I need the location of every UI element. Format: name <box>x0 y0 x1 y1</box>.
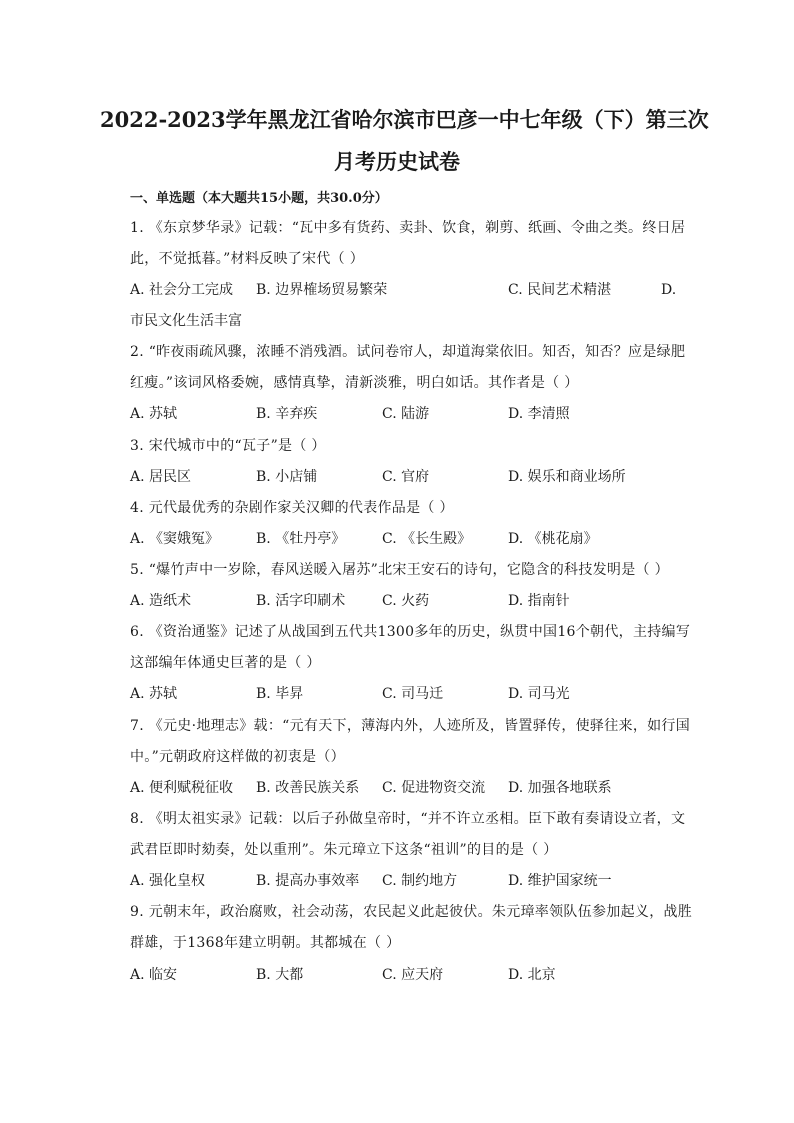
question-6-option-d[interactable]: D. 司马光 <box>508 686 570 702</box>
question-2-option-a[interactable]: A. 苏轼 <box>130 406 178 422</box>
question-2-option-c[interactable]: C. 陆游 <box>382 406 430 422</box>
question-8-option-a[interactable]: A. 强化皇权 <box>130 873 206 889</box>
question-9-option-d[interactable]: D. 北京 <box>508 967 556 983</box>
question-6-option-b[interactable]: B. 毕昇 <box>256 686 304 702</box>
question-7-line-2: 中。”元朝政府这样做的初衷是（） <box>130 749 345 765</box>
question-7-option-b[interactable]: B. 改善民族关系 <box>256 780 360 796</box>
question-3-option-c[interactable]: C. 官府 <box>382 469 430 485</box>
question-8-line-1: 8. 《明太祖实录》记载：以后子孙做皇帝时，“并不许立丞相。臣下敢有奏请设立者，文 <box>130 811 686 827</box>
question-6-line-2: 这部编年体通史巨著的是（ ） <box>130 655 321 671</box>
question-5-option-c[interactable]: C. 火药 <box>382 593 430 609</box>
question-7-line-1: 7. 《元史·地理志》载：“元有天下，薄海内外，人迹所及，皆置驿传，使驿往来，如行国 <box>130 718 691 734</box>
exam-title-line-2: 月考历史试卷 <box>334 149 460 174</box>
question-4-option-c[interactable]: C. 《长生殿》 <box>382 531 472 547</box>
question-7-option-c[interactable]: C. 促进物资交流 <box>382 780 486 796</box>
question-8-line-2: 武君臣即时劾奏，处以重刑”。朱元璋立下这条“祖训”的目的是（ ） <box>130 842 558 858</box>
question-1-option-d[interactable]: D. <box>661 282 677 298</box>
question-5-option-d[interactable]: D. 指南针 <box>508 593 570 609</box>
question-1-option-c[interactable]: C. 民间艺术精湛 <box>508 282 612 298</box>
question-1-line-1: 1. 《东京梦华录》记载：“瓦中多有货药、卖卦、饮食，剃剪、纸画、令曲之类。终日居 <box>130 220 686 236</box>
question-3-option-b[interactable]: B. 小店铺 <box>256 469 318 485</box>
question-4-option-d[interactable]: D. 《桃花扇》 <box>508 531 598 547</box>
question-7-option-d[interactable]: D. 加强各地联系 <box>508 780 612 796</box>
question-5-option-b[interactable]: B. 活字印刷术 <box>256 593 346 609</box>
exam-title-line-1: 2022-2023学年黑龙江省哈尔滨市巴彦一中七年级（下）第三次 <box>100 107 709 132</box>
section-heading: 一、单选题（本大题共15小题，共30.0分） <box>130 191 388 206</box>
question-5-line-1: 5. “爆竹声中一岁除，春风送暖入屠苏”北宋王安石的诗句，它隐含的科技发明是（ ） <box>130 562 669 578</box>
question-9-option-a[interactable]: A. 临安 <box>130 967 178 983</box>
question-7-option-a[interactable]: A. 便利赋税征收 <box>130 780 234 796</box>
question-6-line-1: 6. 《资治通鉴》记述了从战国到五代共1300多年的历史，纵贯中国16个朝代，主持编写 <box>130 624 691 640</box>
question-4-line-1: 4. 元代最优秀的杂剧作家关汉卿的代表作品是（ ） <box>130 500 454 516</box>
question-9-option-c[interactable]: C. 应天府 <box>382 967 444 983</box>
question-2-line-1: 2. “昨夜雨疏风骤，浓睡不消残酒。试问卷帘人，却道海棠依旧。知否，知否？应是绿肥 <box>130 344 686 360</box>
question-5-option-a[interactable]: A. 造纸术 <box>130 593 192 609</box>
question-9-option-b[interactable]: B. 大都 <box>256 967 304 983</box>
question-8-option-c[interactable]: C. 制约地方 <box>382 873 458 889</box>
question-9-line-1: 9. 元朝末年，政治腐败，社会动荡，农民起义此起彼伏。朱元璋率领队伍参加起义，战胜 <box>130 904 693 920</box>
question-6-option-a[interactable]: A. 苏轼 <box>130 686 178 702</box>
question-1-option-a[interactable]: A. 社会分工完成 <box>130 282 234 298</box>
question-4-option-b[interactable]: B. 《牡丹亭》 <box>256 531 346 547</box>
question-2-line-2: 红瘦。”该词风格委婉，感情真挚，清新淡雅，明白如话。其作者是（ ） <box>130 375 579 391</box>
question-1-option-d-text[interactable]: 市民文化生活丰富 <box>130 313 242 329</box>
question-3-line-1: 3. 宋代城市中的“瓦子”是（ ） <box>130 438 326 454</box>
question-6-option-c[interactable]: C. 司马迁 <box>382 686 444 702</box>
question-9-line-2: 群雄，于1368年建立明朝。其都城在（ ） <box>130 935 401 951</box>
question-1-option-b[interactable]: B. 边界榷场贸易繁荣 <box>256 282 388 298</box>
question-4-option-a[interactable]: A. 《窦娥冤》 <box>130 531 220 547</box>
question-3-option-d[interactable]: D. 娱乐和商业场所 <box>508 469 626 485</box>
question-2-option-b[interactable]: B. 辛弃疾 <box>256 406 318 422</box>
question-8-option-d[interactable]: D. 维护国家统一 <box>508 873 612 889</box>
question-2-option-d[interactable]: D. 李清照 <box>508 406 570 422</box>
question-1-line-2: 此，不觉抵暮。”材料反映了宋代（ ） <box>130 251 365 267</box>
question-3-option-a[interactable]: A. 居民区 <box>130 469 192 485</box>
question-8-option-b[interactable]: B. 提高办事效率 <box>256 873 360 889</box>
